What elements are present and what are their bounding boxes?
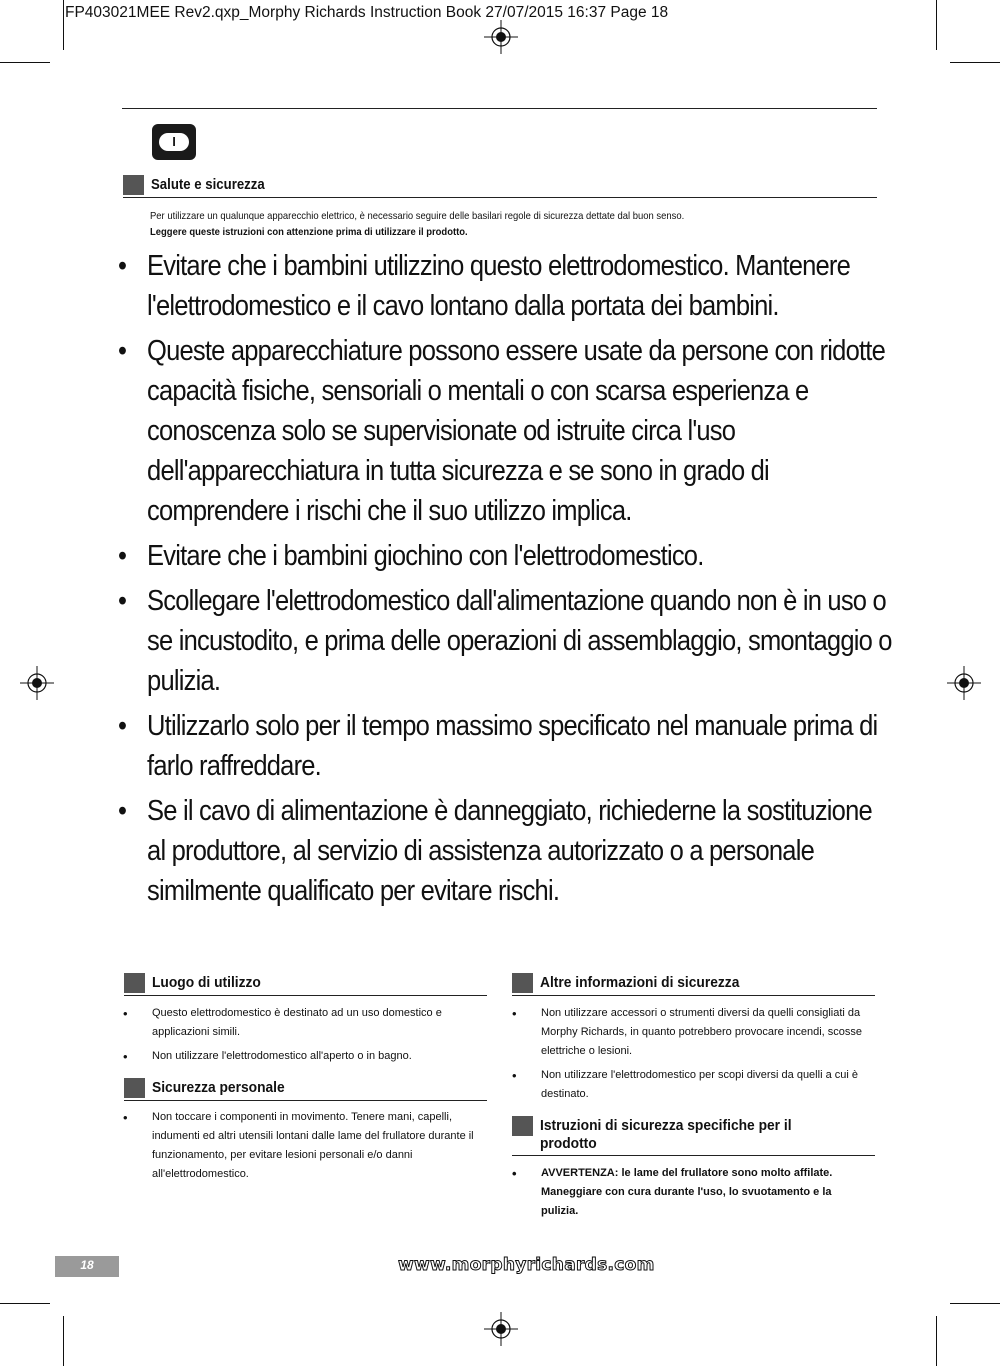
personal-safety-list: [123, 1108, 488, 1189]
section-marker: [123, 175, 144, 195]
list-item: • Non utilizzare l'elettrodomestico all'aperto o in bagno.: [123, 1047, 463, 1066]
intro-line-bold: Leggere queste istruzioni con attenzione prima di utilizzare il prodotto.: [150, 226, 468, 238]
section-header-product-safety: [512, 1116, 875, 1156]
list-item: • Utilizzarlo solo per il tempo massimo specificato nel manuale prima di farlo raffreddare.: [118, 706, 895, 786]
crop-mark: [950, 62, 1000, 63]
page-number: 18: [55, 1256, 119, 1277]
list-item: • Queste apparecchiature possono essere usate da persone con ridotte capacità fisiche, sensoriali o mentali o con scarsa esperienza e conoscenza solo se supervisionate od istruite circa l'uso dell'apparecchiatura in tutta sicurezza e se sono in grado di comprendere i rischi che il suo utilizzo implica.: [118, 331, 895, 531]
language-badge: [152, 124, 196, 160]
section-marker: [512, 1116, 533, 1136]
list-item: • Non utilizzare accessori o strumenti diversi da quelli consigliati da Morphy Richards, in quanto potrebbero provocare incendi, scosse elettriche o lesioni.: [512, 1004, 877, 1061]
section-title: Istruzioni di sicurezza specifiche per il prodotto: [540, 1117, 792, 1152]
print-header: FP403021MEE Rev2.qxp_Morphy Richards Instruction Book 27/07/2015 16:37 Page 18: [65, 4, 669, 21]
crop-mark: [63, 1316, 64, 1366]
health-safety-list: [118, 246, 892, 916]
crop-mark: [63, 0, 64, 50]
section-marker: [124, 973, 145, 993]
list-item: • Non toccare i componenti in movimento. Tenere mani, capelli, indumenti ed altri utensili lontani dalle lame del frullatore durante il funzionamento, per evitare lesioni personali e/o danni all'elettrodomestico.: [123, 1108, 488, 1184]
website-url[interactable]: www.morphyrichards.com: [398, 1255, 655, 1275]
section-header-personal-safety: [124, 1078, 487, 1101]
intro-line: Per utilizzare un qualunque apparecchio elettrico, è necessario seguire delle basilari regole di sicurezza dettate dal buon senso.: [150, 210, 685, 222]
location-list: [123, 1004, 463, 1071]
list-item: • Questo elettrodomestico è destinato ad un uso domestico e applicazioni simili.: [123, 1004, 463, 1042]
section-title: Altre informazioni di sicurezza: [540, 974, 740, 991]
section-title: Salute e sicurezza: [151, 176, 265, 193]
registration-mark-icon: [484, 1312, 518, 1346]
list-item: • Se il cavo di alimentazione è danneggiato, richiederne la sostituzione al produttore, al servizio di assistenza autorizzato o a personale similmente qualificato per evitare rischi.: [118, 791, 895, 911]
list-item: • Scollegare l'elettrodomestico dall'alimentazione quando non è in uso o se incustodito, e prima delle operazioni di assemblaggio, smontaggio o pulizia.: [118, 581, 895, 701]
section-header-location: [124, 973, 487, 996]
product-safety-list: [512, 1164, 862, 1226]
list-item: • Non utilizzare l'elettrodomestico per scopi diversi da quelli a cui è destinato.: [512, 1066, 877, 1104]
crop-mark: [0, 62, 50, 63]
crop-mark: [936, 0, 937, 50]
section-title: Sicurezza personale: [152, 1079, 285, 1096]
section-marker: [124, 1078, 145, 1098]
list-item: • AVVERTENZA: le lame del frullatore sono molto affilate. Maneggiare con cura durante l'uso, lo svuotamento e la pulizia.: [512, 1164, 862, 1221]
top-rule: [122, 108, 877, 109]
crop-mark: [936, 1316, 937, 1366]
list-item: • Evitare che i bambini giochino con l'elettrodomestico.: [118, 536, 895, 576]
section-header-other-safety: [512, 973, 875, 996]
other-safety-list: [512, 1004, 877, 1109]
crop-mark: [950, 1303, 1000, 1304]
crop-mark: [0, 1303, 50, 1304]
intro-text: [150, 208, 850, 240]
section-header-health-safety: [123, 175, 877, 198]
registration-mark-icon: [484, 20, 518, 54]
section-marker: [512, 973, 533, 993]
registration-mark-icon: [947, 666, 981, 700]
language-badge-label: I: [159, 133, 189, 151]
list-item: • Evitare che i bambini utilizzino questo elettrodomestico. Mantenere l'elettrodomestico e il cavo lontano dalla portata dei bambini.: [118, 246, 895, 326]
section-title: Luogo di utilizzo: [152, 974, 261, 991]
registration-mark-icon: [20, 666, 54, 700]
